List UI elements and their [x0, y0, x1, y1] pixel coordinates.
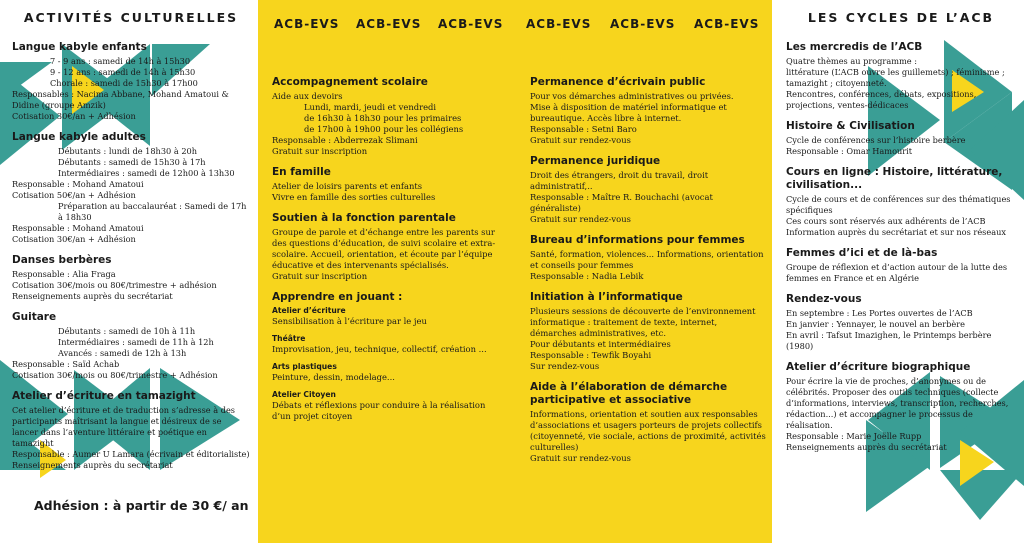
- section: [786, 247, 1016, 284]
- section-text: Cotisation 30€/mois ou 80€/trimestre + Adhésion: [12, 370, 218, 380]
- section-text: Responsable : Omar Hamourit: [786, 146, 913, 156]
- section: [12, 390, 250, 471]
- right-panel-acb-cycles: [772, 0, 1024, 543]
- section: [530, 291, 766, 372]
- section-text: Débutants : samedi de 15h30 à 17h: [58, 157, 206, 167]
- topbar-label: ACB-EVS: [694, 17, 760, 31]
- section-heading: Apprendre en jouant :: [272, 291, 403, 303]
- topbar-label: ACB-EVS: [274, 17, 340, 31]
- section-text: Responsable : Mohand Amatoui: [12, 179, 144, 189]
- section-text: Responsables : Nacima Abbane, Mohand Amatoui & Didine (groupe Amzik): [12, 89, 229, 110]
- sub-heading: Arts plastiques: [272, 362, 337, 371]
- membership-fee: Adhésion : à partir de 30 €/ an: [34, 498, 249, 513]
- section-text: Sur rendez-vous: [530, 361, 600, 371]
- left-panel-cultural-activities: [0, 0, 258, 543]
- section-text: En avril : Tafsut Imazighen, le Printemps berbère (1980): [786, 330, 992, 351]
- section-text: Rencontres, conférences, débats, expositions, projections, ventes-dédicaces: [786, 89, 977, 110]
- section: [272, 291, 502, 422]
- section-text: Quatre thèmes au programme :: [786, 56, 917, 66]
- topbar-label: ACB-EVS: [610, 17, 676, 31]
- section-text: 9 - 12 ans : samedi de 14h à 15h30: [50, 67, 196, 77]
- section: [530, 381, 766, 464]
- section-text: Aide aux devoirs: [272, 91, 343, 101]
- section: [530, 234, 766, 282]
- section-text: Gratuit sur rendez-vous: [530, 453, 631, 463]
- section-heading: Rendez-vous: [786, 293, 862, 305]
- section-text: Improvisation, jeu, technique, collectif, création ...: [272, 344, 487, 354]
- section-text: Peinture, dessin, modelage...: [272, 372, 395, 382]
- section: [530, 76, 766, 146]
- section: [786, 120, 1016, 157]
- section: [272, 76, 502, 157]
- panel-title: ACTIVITÉS CULTURELLES: [23, 10, 239, 25]
- sub-heading: Atelier d’écriture: [272, 306, 346, 315]
- section: [786, 293, 1016, 352]
- section-text: de 17h00 à 19h00 pour les collégiens: [304, 124, 464, 134]
- section-text: Débutants : samedi de 10h à 11h: [58, 326, 196, 336]
- section-text: Débutants : lundi de 18h30 à 20h: [58, 146, 198, 156]
- section-text: Intermédiaires : samedi de 12h00 à 13h30: [58, 168, 235, 178]
- section-text: Débats et réflexions pour conduire à la réalisation d’un projet citoyen: [272, 400, 486, 421]
- middle-panel-acb-evs: [258, 0, 772, 543]
- section-text: Responsable : Saïd Achab: [12, 359, 120, 369]
- sub-heading: Atelier Citoyen: [272, 390, 336, 399]
- section-heading: Femmes d’ici et de là-bas: [786, 247, 938, 259]
- section: [12, 311, 250, 381]
- section-heading: En famille: [272, 166, 331, 178]
- section-text: Responsable : Tewfik Boyahi: [530, 350, 652, 360]
- section-heading: Permanence juridique: [530, 155, 661, 167]
- section-heading: Aide à l’élaboration de démarche participative et associative: [530, 381, 728, 406]
- section-text: Cycle de cours et de conférences sur des thématiques spécifiques: [786, 194, 1011, 215]
- section: [272, 166, 502, 203]
- middle-column-left: [272, 76, 502, 431]
- section: [12, 41, 250, 122]
- section-heading: Permanence d’écrivain public: [530, 76, 706, 88]
- section-heading: Atelier d’écriture en tamazight: [12, 390, 196, 402]
- right-sections: [786, 41, 1016, 453]
- section: [530, 155, 766, 225]
- section-text: Responsable : Nadia Lebik: [530, 271, 644, 281]
- section-text: Cycle de conférences sur l’histoire berbère: [786, 135, 966, 145]
- section-text: Groupe de parole et d’échange entre les parents sur des questions d’éducation, de suivi scolaire et extra-scolaire. Accueil, orientation, et écoute par l’équipe éducative et des intervenants spécialisés.: [272, 227, 496, 270]
- topbar-label: ACB-EVS: [356, 17, 422, 31]
- section-text: Santé, formation, violences... Informations, orientation et conseils pour femmes: [530, 249, 764, 270]
- topbar-label: ACB-EVS: [438, 17, 504, 31]
- section-text: de 16h30 à 18h30 pour les primaires: [304, 113, 462, 123]
- section-text: Cotisation 30€/an + Adhésion: [12, 111, 136, 121]
- section-heading: Danses berbères: [12, 254, 112, 266]
- section-text: Pour écrire la vie de proches, d’anonymes ou de célébrités. Proposer des outils techniques (collecte d’informations, interviews, transcription, recherches, rédaction...) et accompagner le processus de réalisation.: [786, 376, 1009, 430]
- section-text: Ces cours sont réservés aux adhérents de l’ACB: [786, 216, 986, 226]
- section-text: Responsable : Maître R. Bouchachi (avocat généraliste): [530, 192, 713, 213]
- section-heading: Soutien à la fonction parentale: [272, 212, 456, 224]
- section-text: Plusieurs sessions de découverte de l’environnement informatique : traitement de texte, internet, démarches administratives, etc.: [530, 306, 756, 338]
- section-text: Informations, orientation et soutien aux responsables d’associations et usagers porteurs de projets collectifs (citoyenneté, vie sociale, actions de proximité, activités culturelles): [530, 409, 766, 452]
- section: [786, 361, 1016, 453]
- section: [12, 254, 250, 302]
- section-text: Avancés : samedi de 12h à 13h: [58, 348, 187, 358]
- section-text: Lundi, mardi, jeudi et vendredi: [304, 102, 437, 112]
- section-heading: Histoire & Civilisation: [786, 120, 915, 132]
- section-heading: Langue kabyle adultes: [12, 131, 146, 143]
- section-text: Cotisation 30€/an + Adhésion: [12, 234, 136, 244]
- section-text: Responsable : Marie Joëlle Rupp: [786, 431, 922, 441]
- section-text: Renseignements auprès du secrétariat: [786, 442, 947, 452]
- section-text: Droit des étrangers, droit du travail, droit administratif,..: [530, 170, 709, 191]
- section-text: Responsable : Abderrezak Slimani: [272, 135, 418, 145]
- section-text: Sensibilisation à l’écriture par le jeu: [272, 316, 427, 326]
- section-heading: Cours en ligne : Histoire, littérature, civilisation...: [786, 166, 1003, 191]
- section-text: Atelier de loisirs parents et enfants: [272, 181, 423, 191]
- section-text: Groupe de réflexion et d’action autour de la lutte des femmes en France et en Algérie: [786, 262, 1008, 283]
- middle-column-right: [530, 76, 766, 473]
- section-text: Cotisation 30€/mois ou 80€/trimestre + adhésion: [12, 280, 217, 290]
- section-text: Responsable : Aumer U Lamara (écrivain et éditorialiste): [12, 449, 250, 459]
- section-text: Pour débutants et intermédiaires: [530, 339, 671, 349]
- section-text: Préparation au baccalauréat : Samedi de 17h à 18h30: [58, 201, 247, 222]
- section-text: Vivre en famille des sorties culturelles: [272, 192, 436, 202]
- section: [786, 41, 1016, 111]
- section-text: Cet atelier d’écriture et de traduction s’adresse à des participants maîtrisant la langue et désireux de se lancer dans l’aventure littéraire et poétique en tamazight: [12, 405, 235, 448]
- section-heading: Bureau d’informations pour femmes: [530, 234, 745, 246]
- section-text: Gratuit sur inscription: [272, 271, 368, 281]
- section-heading: Les mercredis de l’ACB: [786, 41, 923, 53]
- section-heading: Accompagnement scolaire: [272, 76, 428, 88]
- section-text: Renseignements auprès du secrétariat: [12, 460, 173, 470]
- left-sections: [12, 41, 250, 471]
- sub-heading: Théâtre: [272, 334, 306, 343]
- section-text: 7 - 9 ans : samedi de 14h à 15h30: [50, 56, 191, 66]
- section-heading: Initiation à l’informatique: [530, 291, 683, 303]
- section-text: En septembre : Les Portes ouvertes de l’ACB: [786, 308, 973, 318]
- section-text: Chorale : samedi de 15h30 à 17h00: [50, 78, 198, 88]
- section-text: Cotisation 50€/an + Adhésion: [12, 190, 136, 200]
- section-text: Information auprès du secrétariat et sur nos réseaux: [786, 227, 1006, 237]
- section: [272, 212, 502, 282]
- section-text: Responsable : Mohand Amatoui: [12, 223, 144, 233]
- section-text: Intermédiaires : samedi de 11h à 12h: [58, 337, 214, 347]
- panel-title: LES CYCLES DE L’ACB: [807, 10, 995, 25]
- section-text: Responsable : Setni Baro: [530, 124, 637, 134]
- section-text: En janvier : Yennayer, le nouvel an berbère: [786, 319, 966, 329]
- section-text: Gratuit sur rendez-vous: [530, 135, 631, 145]
- section-text: Renseignements auprès du secrétariat: [12, 291, 173, 301]
- topbar-label: ACB-EVS: [526, 17, 592, 31]
- section: [12, 131, 250, 245]
- section-heading: Atelier d’écriture biographique: [786, 361, 971, 373]
- section-text: Mise à disposition de matériel informatique et bureautique. Accès libre à internet.: [530, 102, 727, 123]
- section-text: littérature (L’ACB ouvre les guillemets) ; féminisme ; tamazight ; citoyenneté.: [786, 67, 1005, 88]
- section: [786, 166, 1016, 238]
- section-text: Pour vos démarches administratives ou privées.: [530, 91, 734, 101]
- section-heading: Langue kabyle enfants: [12, 41, 147, 53]
- section-heading: Guitare: [12, 311, 57, 323]
- section-text: Gratuit sur inscription: [272, 146, 368, 156]
- section-text: Responsable : Alia Fraga: [12, 269, 116, 279]
- section-text: Gratuit sur rendez-vous: [530, 214, 631, 224]
